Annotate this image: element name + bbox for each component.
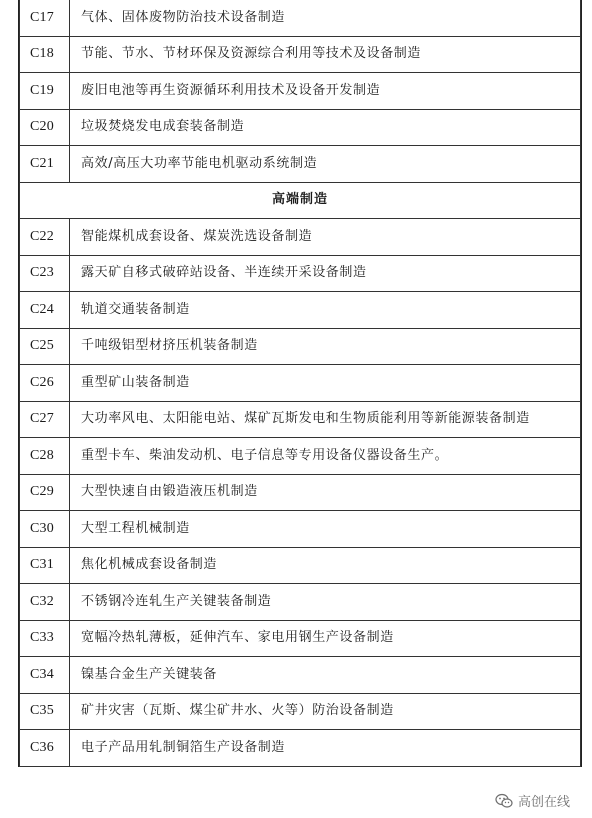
table-row xyxy=(20,109,581,146)
item-description: 轨道交通装备制造 xyxy=(70,292,581,329)
item-code: C35 xyxy=(20,693,70,730)
item-description: 露天矿自移式破碎站设备、半连续开采设备制造 xyxy=(70,255,581,292)
table-row xyxy=(20,401,581,438)
item-code: C34 xyxy=(20,657,70,694)
item-description: 大功率风电、太阳能电站、煤矿瓦斯发电和生物质能利用等新能源装备制造 xyxy=(70,401,581,438)
wechat-icon xyxy=(495,793,513,809)
item-code: C21 xyxy=(20,146,70,183)
item-code: C28 xyxy=(20,438,70,475)
table-row xyxy=(20,511,581,548)
item-code: C23 xyxy=(20,255,70,292)
table-row xyxy=(20,547,581,584)
item-description: 大型快速自由锻造液压机制造 xyxy=(70,474,581,511)
item-description: 焦化机械成套设备制造 xyxy=(70,547,581,584)
item-code: C36 xyxy=(20,730,70,767)
catalog-table xyxy=(19,0,581,767)
watermark xyxy=(495,791,570,810)
section-header-row xyxy=(20,182,581,219)
item-code: C18 xyxy=(20,36,70,73)
table-row xyxy=(20,146,581,183)
item-description: 气体、固体废物防治技术设备制造 xyxy=(70,0,581,36)
item-code: C26 xyxy=(20,365,70,402)
item-code: C29 xyxy=(20,474,70,511)
item-description: 节能、节水、节材环保及资源综合利用等技术及设备制造 xyxy=(70,36,581,73)
table-row xyxy=(20,474,581,511)
item-description: 千吨级铝型材挤压机装备制造 xyxy=(70,328,581,365)
table-row xyxy=(20,292,581,329)
item-code: C32 xyxy=(20,584,70,621)
item-code: C20 xyxy=(20,109,70,146)
section-title: 高端制造 xyxy=(20,182,581,219)
item-description: 高效/高压大功率节能电机驱动系统制造 xyxy=(70,146,581,183)
table-row xyxy=(20,693,581,730)
item-code: C31 xyxy=(20,547,70,584)
item-description: 矿井灾害（瓦斯、煤尘矿井水、火等）防治设备制造 xyxy=(70,693,581,730)
item-code: C27 xyxy=(20,401,70,438)
item-code: C25 xyxy=(20,328,70,365)
table-row xyxy=(20,584,581,621)
item-description: 镍基合金生产关键装备 xyxy=(70,657,581,694)
item-code: C33 xyxy=(20,620,70,657)
item-description: 重型矿山装备制造 xyxy=(70,365,581,402)
item-code: C17 xyxy=(20,0,70,36)
item-code: C22 xyxy=(20,219,70,256)
table-row xyxy=(20,255,581,292)
item-description: 大型工程机械制造 xyxy=(70,511,581,548)
watermark-text: 高创在线 xyxy=(517,795,570,810)
item-code: C30 xyxy=(20,511,70,548)
item-description: 不锈钢冷连轧生产关键装备制造 xyxy=(70,584,581,621)
table-row xyxy=(20,328,581,365)
item-description: 垃圾焚烧发电成套装备制造 xyxy=(70,109,581,146)
table-row xyxy=(20,438,581,475)
table-row xyxy=(20,219,581,256)
item-description: 宽幅冷热轧薄板，延伸汽车、家电用钢生产设备制造 xyxy=(70,620,581,657)
item-code: C19 xyxy=(20,73,70,110)
item-code: C24 xyxy=(20,292,70,329)
table-row xyxy=(20,657,581,694)
industry-catalog-table xyxy=(18,0,582,767)
table-row xyxy=(20,73,581,110)
table-row xyxy=(20,730,581,767)
table-row xyxy=(20,36,581,73)
table-row xyxy=(20,0,581,36)
table-row xyxy=(20,620,581,657)
table-row xyxy=(20,365,581,402)
item-description: 废旧电池等再生资源循环利用技术及设备开发制造 xyxy=(70,73,581,110)
item-description: 电子产品用轧制铜箔生产设备制造 xyxy=(70,730,581,767)
item-description: 智能煤机成套设备、煤炭洗选设备制造 xyxy=(70,219,581,256)
item-description: 重型卡车、柴油发动机、电子信息等专用设备仪器设备生产。 xyxy=(70,438,581,475)
